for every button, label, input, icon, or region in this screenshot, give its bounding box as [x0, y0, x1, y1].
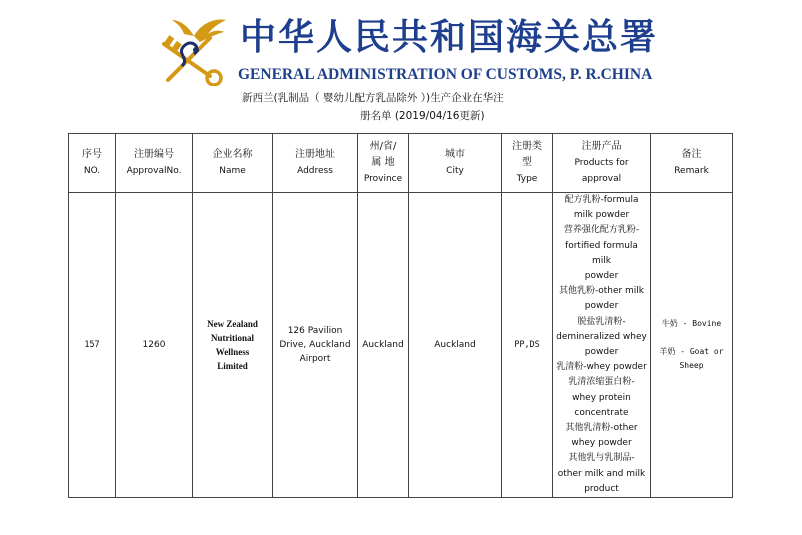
cell-no: 157	[69, 193, 116, 498]
header-approval-no: 注册编号 ApprovalNo.	[116, 134, 193, 193]
cell-remark: 牛奶 - Bovine 羊奶 - Goat or Sheep	[651, 193, 733, 498]
cell-name: New Zealand Nutritional Wellness Limited	[193, 193, 273, 498]
document-subtitle: 新西兰(乳制品（ 婴幼儿配方乳品除外 ）)生产企业在华注	[242, 92, 504, 104]
cell-products: 配方乳粉-formula milk powder 营养强化配方乳粉- fortified formula milk powder 其他乳粉-other milk powder 脱盐乳清粉- demineralized whey powder 乳清粉-whey powder 乳清浓缩蛋白粉- whey protein concentrate 其他乳清粉-other whey powder 其他乳与乳制品- other milk and milk product	[553, 193, 651, 498]
header-no: 序号 NO.	[69, 134, 116, 193]
cell-province: Auckland	[358, 193, 409, 498]
page-header	[0, 0, 802, 130]
cell-approval-no: 1260	[116, 193, 193, 498]
header-type: 注册类 型 Type	[502, 134, 553, 193]
header-name: 企业名称 Name	[193, 134, 273, 193]
table-row	[69, 193, 733, 498]
header-city: 城市 City	[409, 134, 502, 193]
agency-title-english: GENERAL ADMINISTRATION OF CUSTOMS, P. R.CHINA	[238, 66, 653, 83]
document-subtitle-date: 册名单 (2019/04/16更新)	[360, 110, 485, 122]
cell-city: Auckland	[409, 193, 502, 498]
header-province: 州/省/ 属 地 Province	[358, 134, 409, 193]
cell-type: PP,DS	[502, 193, 553, 498]
registration-table	[68, 133, 733, 498]
header-address: 注册地址 Address	[273, 134, 358, 193]
table-header-row	[69, 134, 733, 193]
header-products: 注册产品 Products for approval	[553, 134, 651, 193]
customs-emblem-icon	[154, 14, 230, 86]
agency-title-chinese: 中华人民共和国海关总署	[240, 16, 659, 58]
cell-address: 126 Pavilion Drive, Auckland Airport	[273, 193, 358, 498]
header-remark: 备注 Remark	[651, 134, 733, 193]
